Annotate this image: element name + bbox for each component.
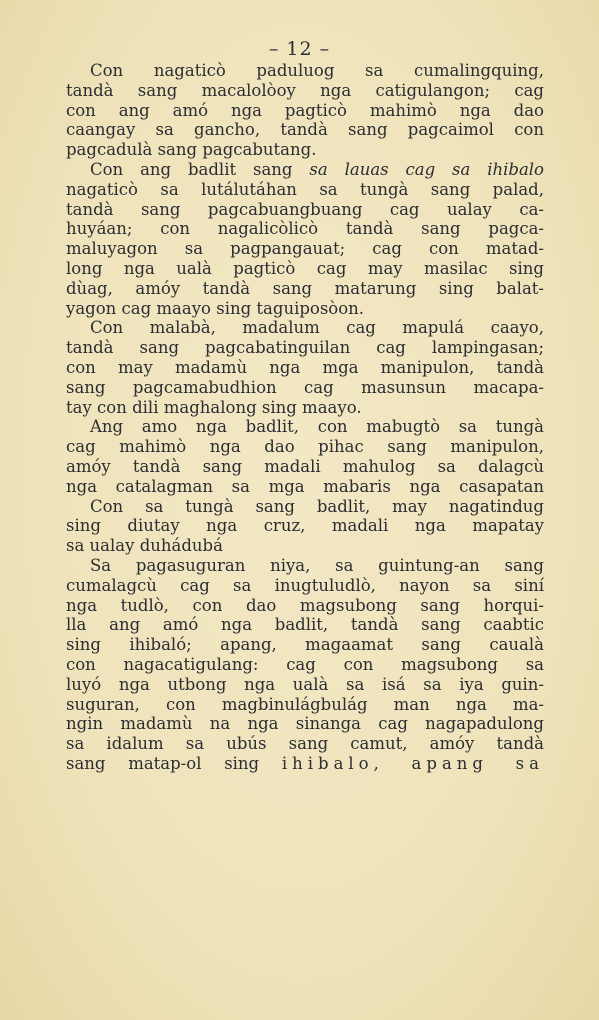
text-line: tandà sang pagcabatinguilan cag lampingasan; [66, 338, 544, 358]
text-line: sing diutay nga cruz, madali nga mapatay [66, 516, 544, 536]
text-line: cumalagcù cag sa inugtuludlò, nayon sa siní [66, 575, 544, 595]
text-line: cag mahimò nga dao pihac sang manipulon, [66, 437, 544, 457]
text-line: tandà sang pagcabuangbuang cag ualay ca- [66, 199, 544, 219]
text-line: pagcadulà sang pagcabutang. [66, 140, 317, 160]
text-line: sa idalum sa ubús sang camut, amóy tandà [66, 734, 544, 754]
text-span: Con ang badlit sang [90, 159, 293, 179]
text-line: nga catalagman sa mga mabaris nga casapatan [66, 476, 544, 496]
text-line: Sa pagasuguran niya, sa guintung-an sang [90, 555, 544, 575]
text-line [66, 160, 544, 180]
text-line: nga tudlò, con dao magsubong sang horqui- [66, 595, 544, 615]
text-line: nagaticò sa lutálutáhan sa tungà sang palad, [66, 179, 544, 199]
text-line: con nagacatigulang: cag con magsubong sa [66, 654, 544, 674]
text-line: caangay sa gancho, tandà sang pagcaimol con [66, 120, 544, 140]
text-span: sang matap-ol sing [66, 753, 260, 773]
text-line: con ang amó nga pagticò mahimò nga dao [66, 100, 544, 120]
text-line: Ang amo nga badlit, con mabugtò sa tungà [90, 417, 544, 437]
page-number: – 12 – [268, 38, 331, 60]
text-line: suguran, con magbinulágbulág man nga ma- [66, 694, 544, 714]
text-line: Con malabà, madalum cag mapulá caayo, [90, 318, 544, 338]
text-line: ngin madamù na nga sinanga cag nagapadulong [66, 714, 544, 734]
text-line: dùag, amóy tandà sang matarung sing balat- [66, 278, 544, 298]
text-line: tandà sang macalolòoy nga catigulangon; cag [66, 80, 544, 100]
text-line: yagon cag maayo sing taguiposòon. [66, 298, 365, 318]
text-line: lla ang amó nga badlit, tandà sang caabtic [66, 615, 544, 635]
text-line [66, 754, 544, 774]
text-line: sing ihibaló; apang, magaamat sang caualà [66, 635, 544, 655]
text-line: sa ualay duhádubá [66, 536, 223, 556]
text-line: Con nagaticò paduluog sa cumalingquing, [90, 61, 544, 80]
text-line: sang pagcamabudhion cag masunsun macapa- [66, 377, 544, 397]
text-line: long nga ualà pagticò cag may masilac sing [66, 258, 544, 278]
text-line: con may madamù nga mga manipulon, tandà [66, 357, 544, 377]
text-line: huyáan; con nagalicòlicò tandà sang pagca- [66, 219, 544, 239]
text-line: luyó nga utbong nga ualà sa isá sa iya guin- [66, 674, 544, 694]
text-line: maluyagon sa pagpangauat; cag con matad- [66, 239, 544, 259]
text-line: amóy tandà sang madali mahulog sa dalagcù [66, 456, 544, 476]
spaced-phrase: ihibalo, apang sa [281, 753, 544, 773]
italic-phrase: sa lauas cag sa ihibalo [309, 159, 544, 179]
body-text [66, 61, 544, 774]
text-line: Con sa tungà sang badlit, may nagatindug [90, 496, 544, 516]
text-line: tay con dili maghalong sing maayo. [66, 397, 362, 417]
